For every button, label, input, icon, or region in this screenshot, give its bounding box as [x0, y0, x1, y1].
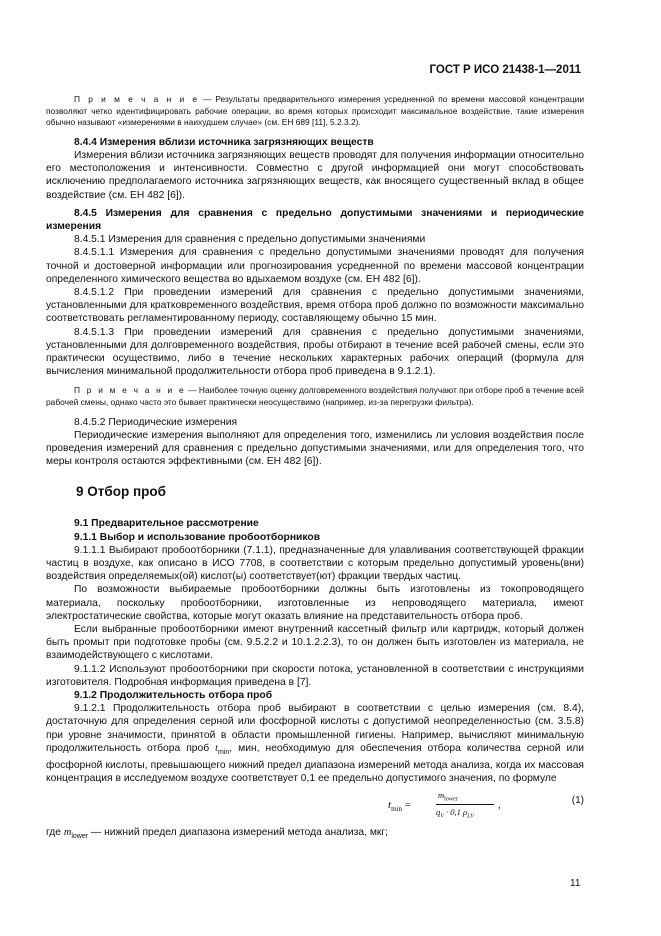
note-text-2: — Наиболее точную оценку долговременного воздействия получают при отборе проб в течение всей рабочей смены, однако часто это бывает практически неосуществимо (например, из-за перегрузки фильтра).: [46, 385, 584, 408]
section-title-9: 9 Отбор проб: [76, 484, 166, 500]
page-content: [46, 94, 584, 843]
var-t-sub: min: [218, 748, 230, 756]
paragraph-8-4-5-1-3: 8.4.5.1.3 При проведении измерений для сравнения с предельно допустимыми значениями, установленными для долговременного воздействия, пробы отбирают в течение всей рабочей смены, если это практически осуществимо, либо в течение нескольких характерных рабочих операций (формула для вычисления минимальной продолжительности отбора проб приведена в 9.1.2.1).: [46, 326, 584, 378]
paragraph-periodic: Периодические измерения выполняют для определения того, изменились ли условия воздействия после проведения измерений для сравнения с предельно допустимыми значениями, или для определения того, что меры контроля остаются эффективными (см. ЕН 482 [6]).: [46, 429, 584, 468]
paragraph-8-4-5-1-1: 8.4.5.1.1 Измерения для сравнения с предельно допустимыми значениями проводят для получения точной и достоверной информации или прогнозирования усредненной по времени массовой концентрации определенного химического вещества во вдыхаемом воздухе (см. ЕН 482 [6]).: [46, 247, 584, 285]
formula-1: [46, 786, 584, 826]
where-clause: где $m_{lower}$ — нижний предел диапазона измерений метода анализа, мкг;: [46, 826, 389, 840]
paragraph-9-1-1-1: 9.1.1.1 Выбирают пробоотборники (7.1.1), предназначенные для улавливания соответствующей фракции частиц в воздухе, как описано в ИСО 7708, в соответствии с которым предельно допустимый уровень(вни) воздействия определяемых(ой) кислот(ы) соответствует(ют) фракции твердых частиц.: [46, 544, 584, 583]
paragraph-9-1-2-1: 9.1.2.1 Продолжительность отбора проб выбирают в соответствии с целью измерения (см. 8.4), достаточную для определения серной или фосфорной кислоты с допустимой неопределенностью (см. 3.5.8) при уровне значимости, принятой в области промышленной гигиены. Например, вычисляют минимальную продолжительность отбора проб $t_{min}$, мин, необходимую для обеспечения отбора количества серной или фосфорной кислоты, превышающего нижний предел диапазона измерений метода анализа, когда их массовая концентрация в исследуемом воздухе соответствует 0,1 ее предельно допустимого значения, по формуле: [46, 703, 584, 785]
note-label: П р и м е ч а н и е: [74, 94, 200, 104]
note-text: — Результаты предварительного измерения усредненной по времени массовой концентрации позволяют четко идентифицировать рабочие операции, во время которых происходит максимальное воздействие, такие измерения обычно называют «измерениями в наихудшем случае» (см. ЕН 689 [11], 5.2.3.2).: [46, 94, 584, 128]
paragraph-8-4-5-1-2: 8.4.5.1.2 При проведении измерений для сравнения с предельно допустимыми значениями, установленными для кратковременного воздействия, время отбора проб должно по возможности максимально соответствовать регламентированному периоду, составляющему обычно 15 мин.: [46, 287, 584, 325]
var-t: t: [215, 742, 219, 754]
section-heading-8-4-4: 8.4.4 Измерения вблизи источника загрязняющих веществ: [74, 136, 374, 148]
formula-tail: ,: [498, 798, 501, 811]
page-number: 11: [570, 878, 581, 889]
note-label-2: П р и м е ч а н и е: [74, 385, 186, 396]
paragraph-conductive: По возможности выбираемые пробоотборники должны быть изготовлены из токопроводящего материала, поскольку пробоотборники, изготовленные из непроводящего материала, имеют электростатические свойства, которые могут оказать влияние на представительность отбора проб.: [46, 584, 584, 622]
section-heading-8-4-5: 8.4.5 Измерения для сравнения с предельно допустимыми значениями и периодические измерения: [46, 207, 584, 232]
note-paragraph-2: [46, 385, 584, 408]
document-header: ГОСТ Р ИСО 21438-1—2011: [429, 64, 581, 76]
formula-lhs: $t_{min}$ =: [388, 798, 411, 813]
formula-numerator: $m_{lower}$: [438, 789, 458, 803]
note-paragraph: [46, 94, 584, 129]
section-heading-9-1-2: 9.1.2 Продолжительность отбора проб: [74, 690, 273, 702]
fraction-bar: [436, 804, 494, 805]
paragraph-8-4-5-2: 8.4.5.2 Периодические измерения: [74, 416, 238, 428]
paragraph-8-4-4: Измерения вблизи источника загрязняющих веществ проводят для получения информации относительно его местоположения и интенсивности. Совместно с другой информацией они могут способствовать исключению предполагаемого источника загрязняющих веществ, как вносящего существенный вклад в общее воздействие (см. ЕН 482 [6]).: [46, 149, 584, 201]
formula-number: (1): [571, 794, 584, 806]
section-heading-9-1: 9.1 Предварительное рассмотрение: [74, 518, 259, 530]
formula-denominator: $q_V \cdot 0,1$ $\rho_{LV}$: [436, 806, 474, 820]
paragraph-8-4-5-1: 8.4.5.1 Измерения для сравнения с предельно допустимыми значениями: [74, 234, 426, 246]
paragraph-cassette: Если выбранные пробоотборники имеют внутренний кассетный фильтр или картридж, который должен быть промыт при подготовке пробы (см. 9.5.2.2 и 10.1.2.2.3), то он должен быть изготовлен из материала, не взаимодействующего с кислотами.: [46, 624, 584, 662]
paragraph-9-1-1-2: 9.1.1.2 Используют пробоотборники при скорости потока, установленной в соответствии с инструкциями изготовителя. Подробная информация приведена в [7].: [46, 663, 584, 688]
section-heading-9-1-1: 9.1.1 Выбор и использование пробоотборников: [74, 531, 321, 543]
